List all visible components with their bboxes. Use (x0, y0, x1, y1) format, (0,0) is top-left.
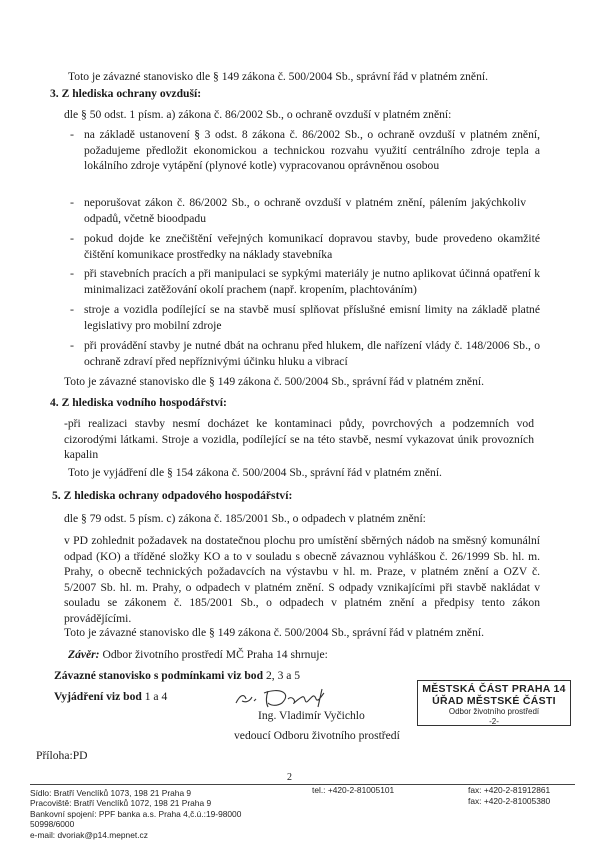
section-3-item-6: při provádění stavby je nutné dbát na ochranu před hlukem, dle nařízení vlády č. 148/2006 Sb., o ochraně zdraví před nepříznivými účinku hluku a vibrací (84, 339, 540, 368)
bullet-dash: - (70, 195, 74, 209)
handwritten-signature (232, 683, 352, 711)
bullet-dash: - (70, 127, 74, 141)
section-4-closing: Toto je vyjádření dle § 154 zákona č. 500/2004 Sb., správní řád v platném znění. (68, 466, 442, 479)
intro-statement: Toto je závazné stanovisko dle § 149 zákona č. 500/2004 Sb., správní řád v platném znění. (68, 70, 488, 83)
stamp-line-2: ÚŘAD MĚSTSKÉ ČÁSTI (432, 695, 556, 707)
section-3-heading: 3. Z hlediska ochrany ovzduší: (50, 87, 202, 100)
opinion-line (54, 689, 167, 705)
binding-statement-points: 2, 3 a 5 (265, 669, 301, 682)
conclusion-label: Závěr: (68, 648, 100, 661)
footer-fax-2: fax: +420-2-81005380 (468, 796, 551, 806)
binding-statement-line (54, 668, 300, 684)
section-3-item-2: neporušovat zákon č. 86/2002 Sb., o ochraně ovzduší v platném znění, pálením jakýchkoliv odpadů, včetně bioodpadu (84, 196, 526, 225)
section-4-body: -při realizaci stavby nesmí docházet ke kontaminaci půdy, povrchových a podzemních vod cizorodými látkami. Stroje a vozidla, podílející se na této stavbě, nesmí vykazovat únik provozních kapalin (64, 417, 534, 462)
section-3-lead: dle § 50 odst. 1 písm. a) zákona č. 86/2002 Sb., o ochraně ovzduší v platném znění: (64, 108, 452, 121)
bullet-dash: - (70, 231, 74, 245)
binding-statement-label: Závazné stanovisko s podmínkami viz bod (54, 669, 264, 682)
bullet-dash: - (70, 266, 74, 280)
official-stamp (417, 680, 571, 726)
section-3-item-5: stroje a vozidla podílející se na stavbě musí splňovat příslušné emisní limity na základě platné legislativy pro mobilní zdroje (84, 303, 540, 332)
attachment-note: Příloha:PD (36, 749, 88, 762)
section-5-lead: dle § 79 odst. 5 písm. c) zákona č. 185/2001 Sb., o odpadech v platném znění: (64, 512, 426, 525)
signatory-role: vedoucí Odboru životního prostředí (234, 729, 400, 742)
footer-seat: Sídlo: Bratří Venclíků 1073, 198 21 Praha 9 (30, 788, 192, 798)
footer-account: 50998/6000 (30, 819, 75, 829)
section-3-closing: Toto je závazné stanovisko dle § 149 zákona č. 500/2004 Sb., správní řád v platném znění. (64, 375, 484, 388)
footer-phone: tel.: +420-2-81005101 (312, 785, 395, 795)
section-3-item-1: na základě ustanovení § 3 odst. 8 zákona č. 86/2002 Sb., o ochraně ovzduší v platném znění, požadujeme předložit ekonomickou a technickou rozvahu využití centrálního zdroje tepla a lokálního zdroje vytápění (plynové kotle) vypracovanou oprávněnou osobou (84, 128, 540, 173)
footer-workplace: Pracoviště: Bratří Venclíků 1072, 198 21 Praha 9 (30, 798, 212, 808)
section-3-item-3: pokud dojde ke znečištění veřejných komunikací dopravou stavby, bude provedeno okamžité čištění komunikace prostředky na náklady stavebníka (84, 232, 540, 261)
stamp-line-1: MĚSTSKÁ ČÁST PRAHA 14 (422, 683, 566, 695)
opinion-label: Vyjádření viz bod (54, 690, 142, 703)
footer-bank: Bankovní spojení: PPF banka a.s. Praha 4,č.ú.:19-98000 (30, 809, 242, 819)
section-3-item-4: při stavebních pracích a při manipulaci se sypkými materiály je nutno aplikovat účinná opatření k minimalizaci zatěžování okolí prachem (např. kropením, plachtováním) (84, 267, 540, 296)
footer-email: e-mail: dvoriak@p14.mepnet.cz (30, 830, 148, 840)
stamp-line-4: -2- (489, 717, 499, 726)
section-5-body: v PD zohlednit požadavek na dostatečnou plochu pro umístění sběrných nádob na směsný komunální odpad (KO) a tříděné složky KO a to v souladu s obecně závaznou vyhláškou č. 26/1999 Sb. hl. m. Prahy, o obecně technických požadavcích na výstavbu v hl. m. Praze, v platném znění a OZV č. 5/2007 Sb. hl. m. Prahy, o odpadech v platném znění. S odpady vznikajícími při stavbě nakládat v souladu se zákonem č. 185/2001 Sb., o odpadech v platném znění a předpisy tento zákon provádějícími. (64, 534, 540, 625)
conclusion-text: Odbor životního prostředí MČ Praha 14 shrnuje: (102, 648, 328, 661)
section-5-heading: 5. Z hlediska ochrany odpadového hospodářství: (52, 489, 293, 502)
page-number: 2 (287, 772, 292, 783)
opinion-points: 1 a 4 (144, 690, 168, 703)
bullet-dash: - (70, 338, 74, 352)
signatory-name: Ing. Vladimír Vyčichlo (258, 709, 365, 722)
section-4-heading: 4. Z hlediska vodního hospodářství: (50, 396, 227, 409)
footer-fax-1: fax: +420-2-81912861 (468, 785, 551, 795)
conclusion-line (68, 647, 328, 663)
section-5-closing: Toto je závazné stanovisko dle § 149 zákona č. 500/2004 Sb., správní řád v platném znění. (64, 626, 484, 639)
stamp-line-3: Odbor životního prostředí (448, 707, 540, 716)
bullet-dash: - (70, 302, 74, 316)
